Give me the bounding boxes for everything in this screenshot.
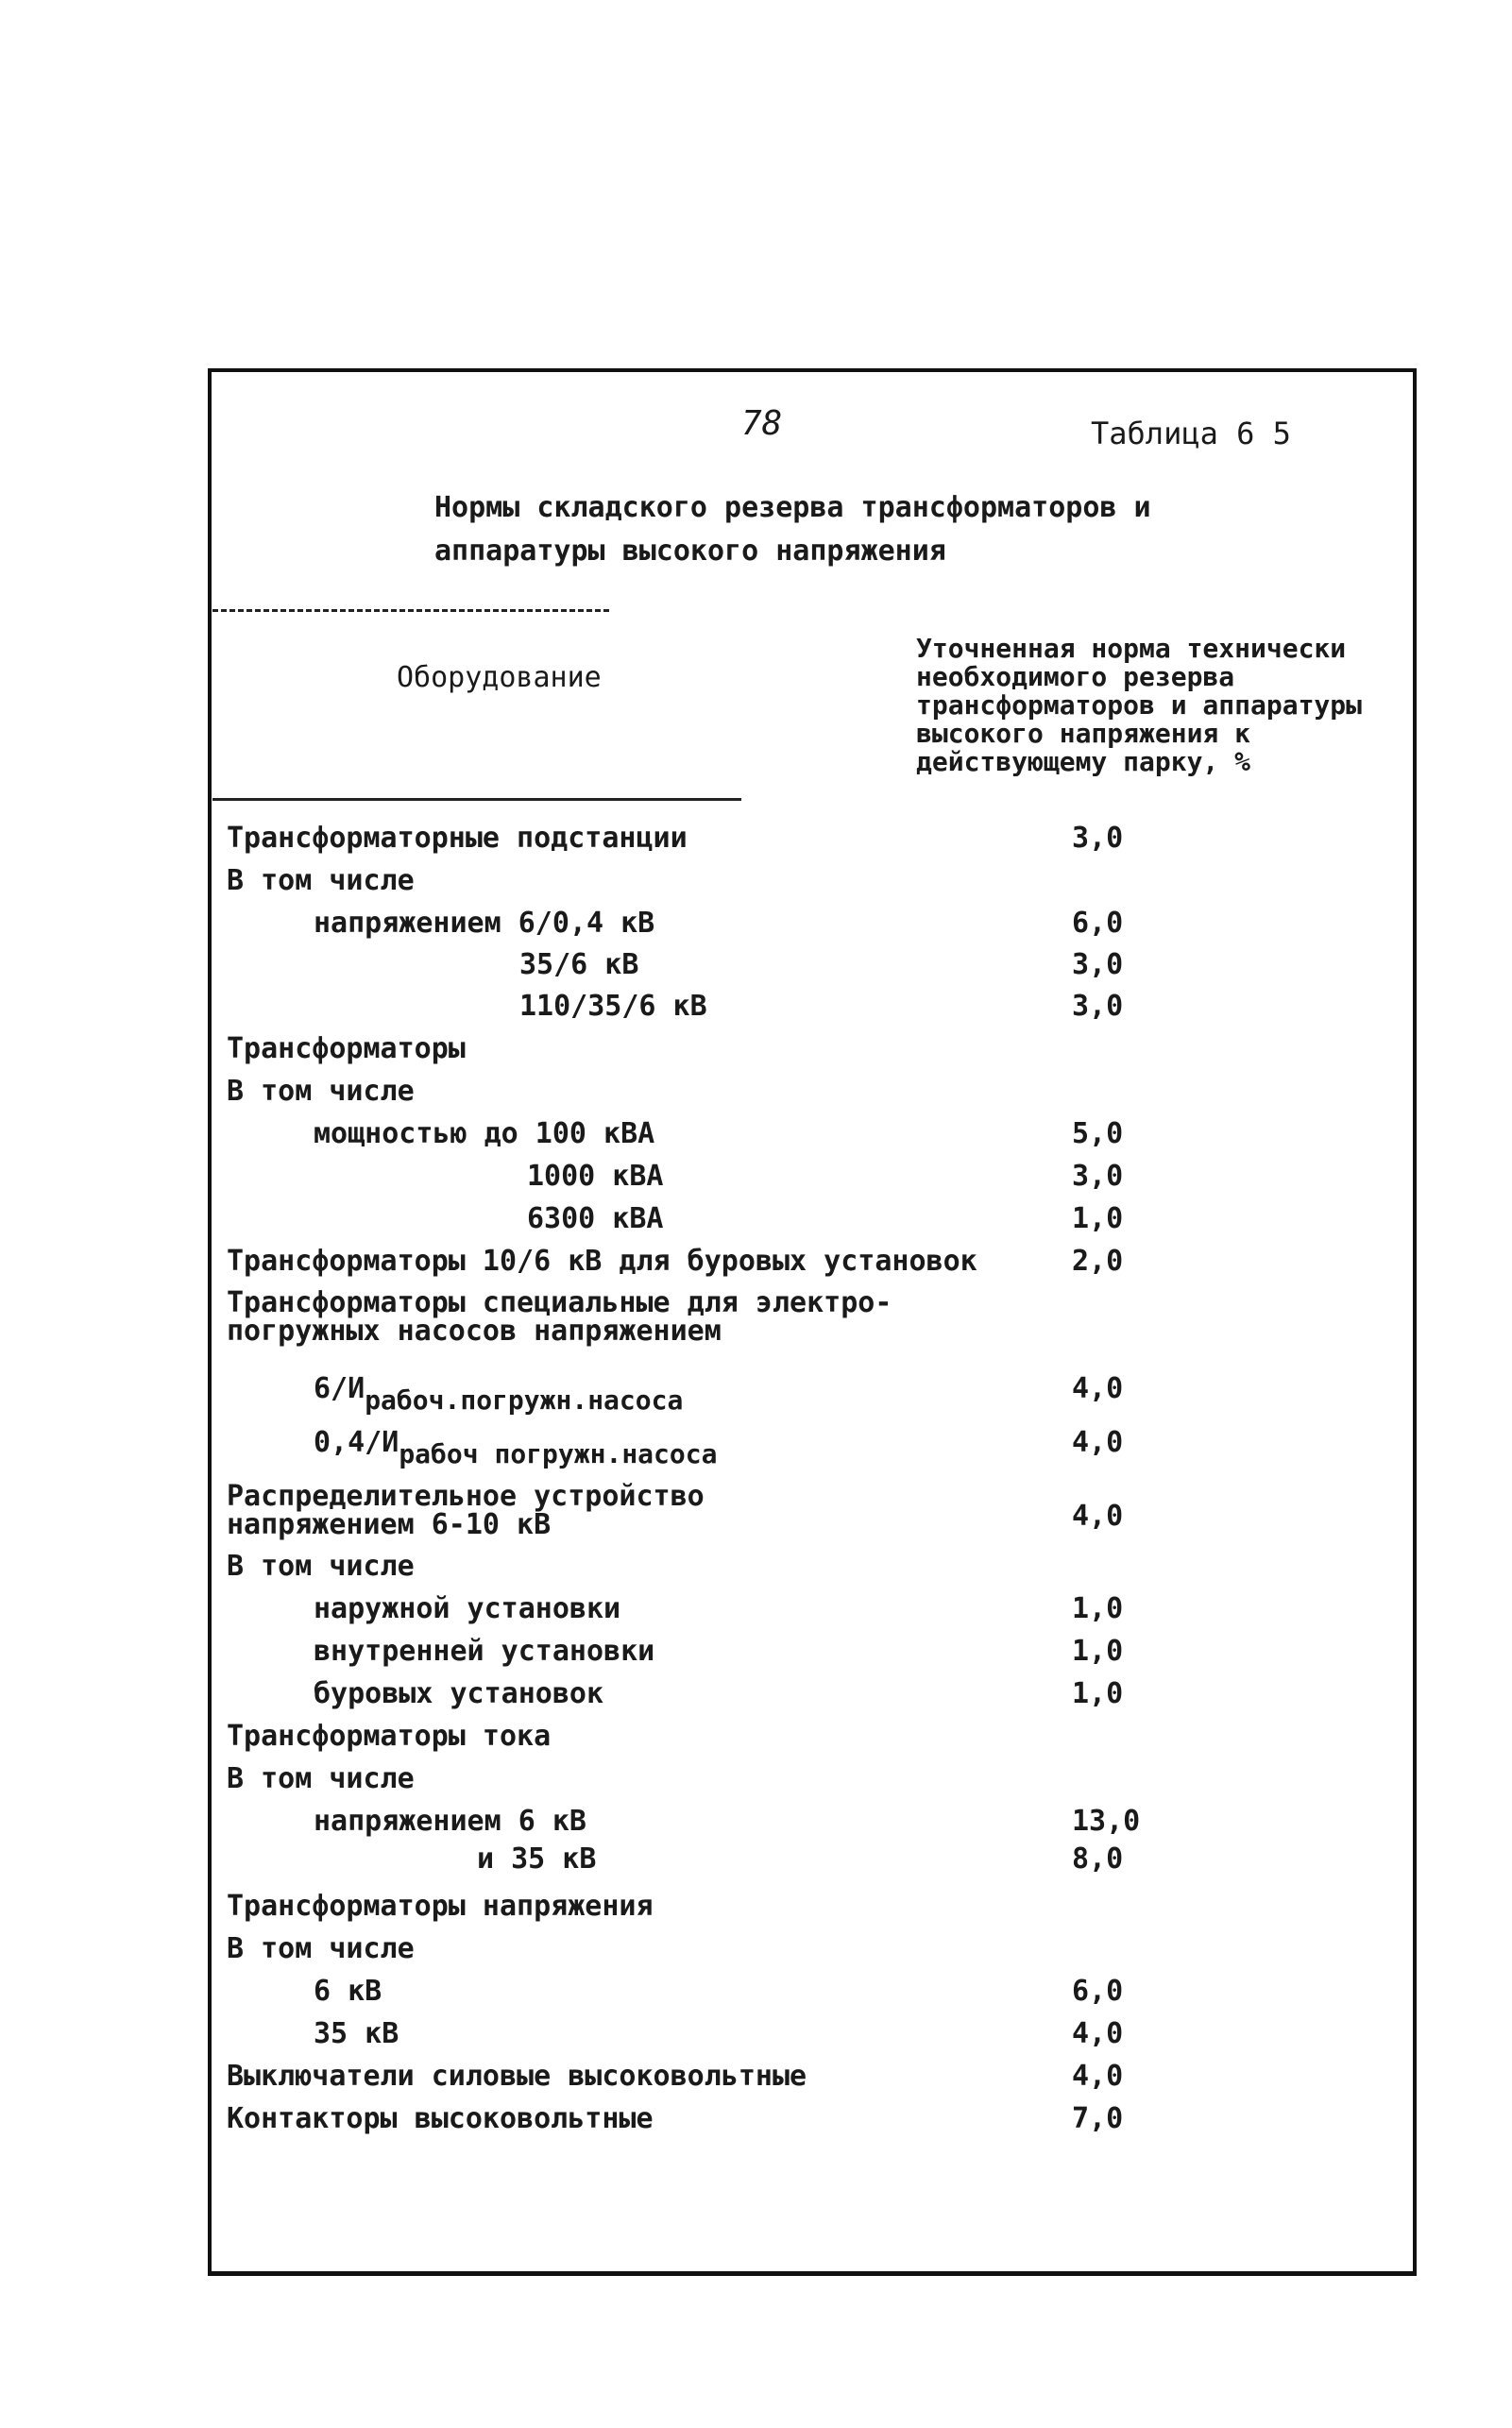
row-value: 7,0 <box>1072 2102 1124 2135</box>
row-value: 1,0 <box>1072 1635 1124 1668</box>
row-label: мощностью до 100 кВА <box>314 1117 655 1150</box>
column-header-norm: Уточненная норма технически необходимого резерва трансформаторов и аппаратуры высокого напряжения к действующему парку, % <box>916 633 1363 777</box>
row-value: 4,0 <box>1072 1372 1124 1405</box>
row-value: 3,0 <box>1072 1160 1124 1193</box>
row-value: 3,0 <box>1072 822 1124 855</box>
title-line-1: Нормы складского резерва трансформаторов и <box>434 491 1151 524</box>
row-value: 4,0 <box>1072 1500 1124 1533</box>
row-value: 1,0 <box>1072 1202 1124 1235</box>
header-top-rule <box>212 609 609 612</box>
row-label: Трансформаторы тока <box>227 1720 552 1753</box>
row-value: 8,0 <box>1072 1842 1124 1876</box>
row-label: Трансформаторные подстанции <box>227 822 688 855</box>
row-value: 6,0 <box>1072 1975 1124 2008</box>
row-label <box>314 1428 717 1469</box>
row-label: 6300 кВА <box>527 1202 664 1235</box>
row-label: В том числе <box>227 1075 415 1108</box>
row-label: Трансформаторы напряжения <box>227 1890 654 1923</box>
row-value: 4,0 <box>1072 1426 1124 1459</box>
row-label: Трансформаторы <box>227 1032 466 1065</box>
title-line-2: аппаратуры высокого напряжения <box>434 535 946 568</box>
row-value: 4,0 <box>1072 2060 1124 2093</box>
row-label-sub: рабоч погружн.насоса <box>399 1438 718 1469</box>
row-label: 1000 кВА <box>527 1160 664 1193</box>
row-label: В том числе <box>227 1550 415 1583</box>
row-value: 2,0 <box>1072 1245 1124 1278</box>
row-label: внутренней установки <box>314 1635 655 1668</box>
row-value: 5,0 <box>1072 1117 1124 1150</box>
row-label: В том числе <box>227 864 415 897</box>
row-label: 35/6 кВ <box>519 948 639 981</box>
row-label: 6 кВ <box>314 1975 382 2008</box>
row-value: 1,0 <box>1072 1677 1124 1710</box>
row-label: В том числе <box>227 1762 415 1795</box>
row-label: В том числе <box>227 1932 415 1965</box>
row-label: напряжением 6/0,4 кВ <box>314 907 655 940</box>
row-label: и 35 кВ <box>477 1842 597 1876</box>
row-label: Контакторы высоковольтные <box>227 2102 654 2135</box>
row-value: 13,0 <box>1072 1805 1141 1838</box>
row-value: 3,0 <box>1072 948 1124 981</box>
row-label: Выключатели силовые высоковольтные <box>227 2060 807 2093</box>
row-label-main: 6/И <box>314 1372 365 1405</box>
row-label: напряжением 6 кВ <box>314 1805 586 1838</box>
header-bottom-rule <box>212 798 741 801</box>
row-label: Распределительное устройство напряжением 6-10 кВ <box>227 1480 705 1541</box>
row-label: Трансформаторы специальные для электро-погружных насосов напряжением <box>227 1286 892 1348</box>
row-label: Трансформаторы 10/6 кВ для буровых установок <box>227 1245 977 1278</box>
row-label: 110/35/6 кВ <box>519 990 707 1023</box>
row-label-sub: рабоч.погружн.насоса <box>365 1384 684 1416</box>
row-value: 3,0 <box>1072 990 1124 1023</box>
row-label: 35 кВ <box>314 2017 399 2050</box>
row-label <box>314 1374 683 1416</box>
column-header-equipment: Оборудование <box>397 661 602 694</box>
page-number: 78 <box>741 404 783 443</box>
row-value: 4,0 <box>1072 2017 1124 2050</box>
row-value: 1,0 <box>1072 1592 1124 1625</box>
row-label: буровых установок <box>314 1677 604 1710</box>
table-title <box>434 486 1151 573</box>
row-label: наружной установки <box>314 1592 621 1625</box>
row-label-main: 0,4/И <box>314 1426 399 1459</box>
row-value: 6,0 <box>1072 907 1124 940</box>
table-label: Таблица 6 5 <box>1091 416 1291 451</box>
